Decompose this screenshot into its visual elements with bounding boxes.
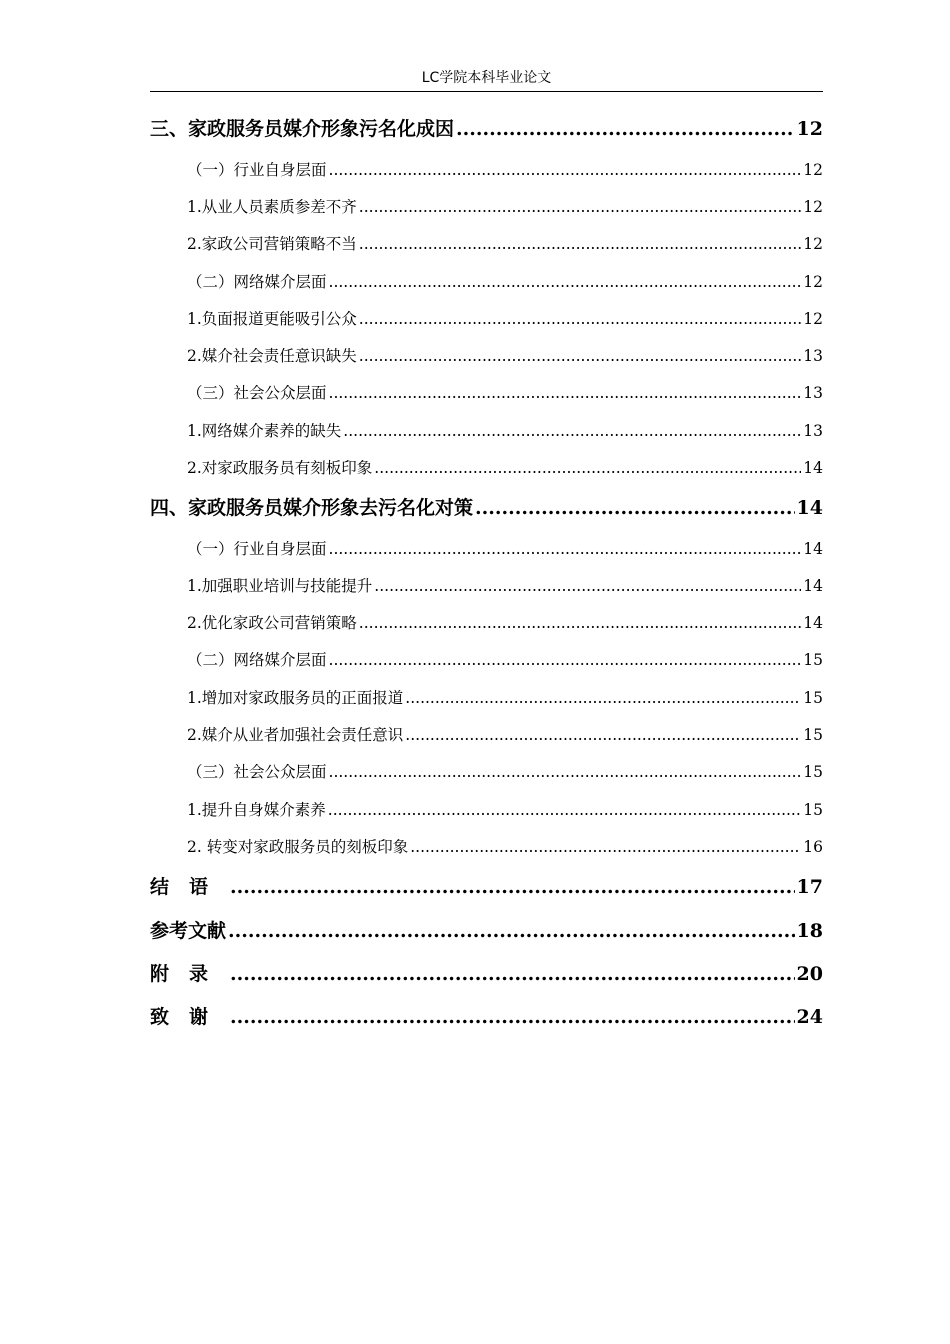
toc-entry[interactable] xyxy=(150,195,823,217)
toc-entry-label: 1.加强职业培训与技能提升 xyxy=(187,577,373,595)
toc-entry[interactable] xyxy=(150,872,823,899)
toc-leader-dots xyxy=(405,689,801,707)
toc-leader-dots xyxy=(329,161,802,179)
toc-leader-dots xyxy=(230,876,795,898)
toc-entry[interactable] xyxy=(150,916,823,943)
toc-leader-dots xyxy=(374,577,801,595)
toc-entry-page: 15 xyxy=(803,689,823,707)
toc-leader-dots xyxy=(329,651,802,669)
toc-leader-dots xyxy=(329,763,802,781)
toc-entry[interactable] xyxy=(150,493,823,520)
toc-leader-dots xyxy=(374,459,801,477)
toc-entry[interactable] xyxy=(150,760,823,782)
toc-entry-label: （三）社会公众层面 xyxy=(187,763,327,781)
toc-leader-dots xyxy=(230,963,795,985)
toc-entry-label: （二）网络媒介层面 xyxy=(187,273,327,291)
toc-entry[interactable] xyxy=(150,835,823,857)
toc-leader-dots xyxy=(329,384,802,402)
toc-entry-page: 12 xyxy=(803,235,823,253)
toc-entry[interactable] xyxy=(150,456,823,478)
toc-leader-dots xyxy=(405,726,801,744)
toc-entry-label: 三、家政服务员媒介形象污名化成因 xyxy=(150,118,455,140)
toc-leader-dots xyxy=(329,540,802,558)
header-rule xyxy=(150,91,823,92)
toc-entry-page: 14 xyxy=(803,540,823,558)
toc-leader-dots xyxy=(228,920,795,942)
toc-entry-label: 2.媒介社会责任意识缺失 xyxy=(187,347,357,365)
toc-entry-page: 15 xyxy=(803,651,823,669)
toc-entry-page: 16 xyxy=(803,838,823,856)
toc-entry[interactable] xyxy=(150,419,823,441)
toc-entry-page: 12 xyxy=(803,273,823,291)
toc-entry-page: 14 xyxy=(803,459,823,477)
toc-entry-label: 2.优化家政公司营销策略 xyxy=(187,614,357,632)
toc-leader-dots xyxy=(359,235,801,253)
toc-entry-label: 1.增加对家政服务员的正面报道 xyxy=(187,689,404,707)
toc-entry-label: 1.网络媒介素养的缺失 xyxy=(187,422,342,440)
toc-entry-label: 2.对家政服务员有刻板印象 xyxy=(187,459,373,477)
toc-entry[interactable] xyxy=(150,381,823,403)
toc-entry-page: 13 xyxy=(803,384,823,402)
toc-leader-dots xyxy=(359,310,801,328)
toc-leader-dots xyxy=(359,347,801,365)
toc-entry[interactable] xyxy=(150,798,823,820)
toc-entry-label: 1.从业人员素质参差不齐 xyxy=(187,198,357,216)
toc-entry-label: （二）网络媒介层面 xyxy=(187,651,327,669)
toc-entry-page: 18 xyxy=(796,920,823,942)
toc-entry-page: 12 xyxy=(803,198,823,216)
toc-entry-label: 致谢 xyxy=(150,1006,229,1028)
toc-leader-dots xyxy=(328,801,801,819)
toc-entry-page: 14 xyxy=(796,497,823,519)
toc-leader-dots xyxy=(359,614,801,632)
toc-leader-dots xyxy=(343,422,801,440)
toc-entry-page: 17 xyxy=(796,876,823,898)
toc-entry[interactable] xyxy=(150,114,823,141)
toc-entry-page: 24 xyxy=(796,1006,823,1028)
toc-entry-label: （一）行业自身层面 xyxy=(187,161,327,179)
toc-entry-label: 参考文献 xyxy=(150,920,227,942)
toc-entry[interactable] xyxy=(150,959,823,986)
toc-leader-dots xyxy=(230,1006,795,1028)
toc-entry[interactable] xyxy=(150,648,823,670)
toc-entry-page: 14 xyxy=(803,614,823,632)
toc-entry[interactable] xyxy=(150,686,823,708)
toc-entry[interactable] xyxy=(150,537,823,559)
toc-entry[interactable] xyxy=(150,307,823,329)
toc-leader-dots xyxy=(359,198,801,216)
toc-entry[interactable] xyxy=(150,344,823,366)
toc-entry-label: 附录 xyxy=(150,963,229,985)
toc-entry-page: 15 xyxy=(803,801,823,819)
toc-entry[interactable] xyxy=(150,232,823,254)
toc-entry-page: 13 xyxy=(803,422,823,440)
toc-entry-label: （三）社会公众层面 xyxy=(187,384,327,402)
toc-entry-page: 12 xyxy=(796,118,823,140)
toc-entry-label: 1.负面报道更能吸引公众 xyxy=(187,310,357,328)
toc-entry-label: 1.提升自身媒介素养 xyxy=(187,801,326,819)
toc-entry-page: 15 xyxy=(803,763,823,781)
toc-leader-dots xyxy=(475,497,795,519)
toc-leader-dots xyxy=(329,273,802,291)
toc-entry-label: 2.媒介从业者加强社会责任意识 xyxy=(187,726,404,744)
toc-entry[interactable] xyxy=(150,723,823,745)
toc-entry[interactable] xyxy=(150,574,823,596)
toc-entry-page: 20 xyxy=(796,963,823,985)
toc-entry-page: 13 xyxy=(803,347,823,365)
toc-entry-page: 15 xyxy=(803,726,823,744)
toc-entry[interactable] xyxy=(150,270,823,292)
toc-entry[interactable] xyxy=(150,1002,823,1029)
toc-entry-label: 2. 转变对家政服务员的刻板印象 xyxy=(187,838,409,856)
toc-entry-label: （一）行业自身层面 xyxy=(187,540,327,558)
page-header: LC学院本科毕业论文 xyxy=(421,70,552,86)
toc-entry-page: 12 xyxy=(803,161,823,179)
toc-entry-label: 2.家政公司营销策略不当 xyxy=(187,235,357,253)
toc-entry-label: 四、家政服务员媒介形象去污名化对策 xyxy=(150,497,474,519)
toc-entry-page: 12 xyxy=(803,310,823,328)
toc-entry-label: 结语 xyxy=(150,876,229,898)
toc-entry[interactable] xyxy=(150,611,823,633)
toc-leader-dots xyxy=(410,838,801,856)
toc-entry-page: 14 xyxy=(803,577,823,595)
toc-leader-dots xyxy=(456,118,795,140)
toc-entry[interactable] xyxy=(150,158,823,180)
